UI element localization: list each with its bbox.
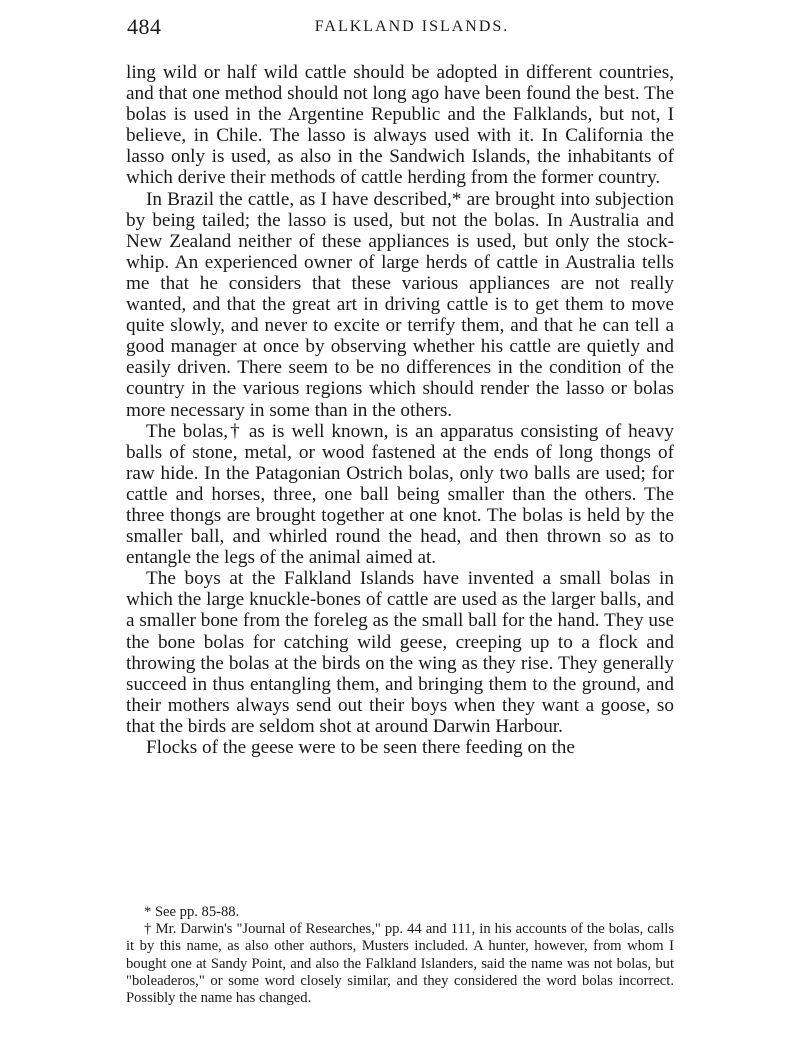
paragraph-brazil-cattle: In Brazil the cattle, as I have described,* are brought into subjection by being tailed; the lasso is used, but not the bolas. In Australia and New Zealand neither of these appliances is used, but only the stock-whip. An experienced owner of large herds of cattle in Australia tells me that he considers that these various appliances are not really wanted, and that the great art in driving cattle is to get them to move quite slowly, and never to excite or terrify them, and that he can tell a good manager at once by observing whether his cattle are quietly and easily driven. There seem to be no differences in the condition of the country in the various regions which should render the lasso or bolas more necessary in some than in the others. (126, 188, 674, 421)
page-number: 484 (127, 14, 162, 39)
paragraph-boys-bolas: The boys at the Falkland Islands have invented a small bolas in which the large knuckle-bones of cattle are used as the larger balls, and a smaller bone from the foreleg as the small ball for the hand. They use the bone bolas for catching wild geese, creeping up to a flock and throwing the bolas at the birds on the wing as they rise. They generally succeed in thus entangling them, and bringing them to the ground, and their mothers always send out their boys when they want a goose, so that the birds are seldom shot at around Darwin Harbour. (126, 568, 674, 737)
running-title: FALKLAND ISLANDS. (314, 18, 510, 35)
body-text (126, 62, 674, 758)
running-head (127, 14, 677, 44)
paragraph-flocks-geese: Flocks of the geese were to be seen there feeding on the (146, 737, 575, 758)
footnotes (126, 904, 674, 1007)
footnote-star: * See pp. 85-88. (144, 904, 240, 920)
footnote-dagger: † Mr. Darwin's "Journal of Researches," pp. 44 and 111, in his accounts of the bolas, calls it by this name, as also other authors, Musters included. A hunter, however, from whom I bought one at Sandy Point, and also the Falkland Islanders, said the name was not bolas, but "boleaderos," or some word closely similar, and they considered the word bolas incorrect. Possibly the name has changed. (126, 921, 674, 1007)
paragraph-continuation: ling wild or half wild cattle should be adopted in different countries, and that one method should not long ago have been found the best. The bolas is used in the Argentine Republic and the Falklands, but not, I believe, in Chile. The lasso is always used with it. In California the lasso only is used, as also in the Sandwich Islands, the inhabitants of which derive their methods of cattle herding from the former country. (126, 62, 674, 189)
paragraph-bolas-description: The bolas,† as is well known, is an apparatus consisting of heavy balls of stone, metal, or wood fastened at the ends of long thongs of raw hide. In the Patagonian Ostrich bolas, only two balls are used; for cattle and horses, three, one ball being smaller than the others. The three thongs are brought together at one knot. The bolas is held by the smaller ball, and whirled round the head, and then thrown so as to entangle the legs of the animal aimed at. (126, 420, 674, 569)
